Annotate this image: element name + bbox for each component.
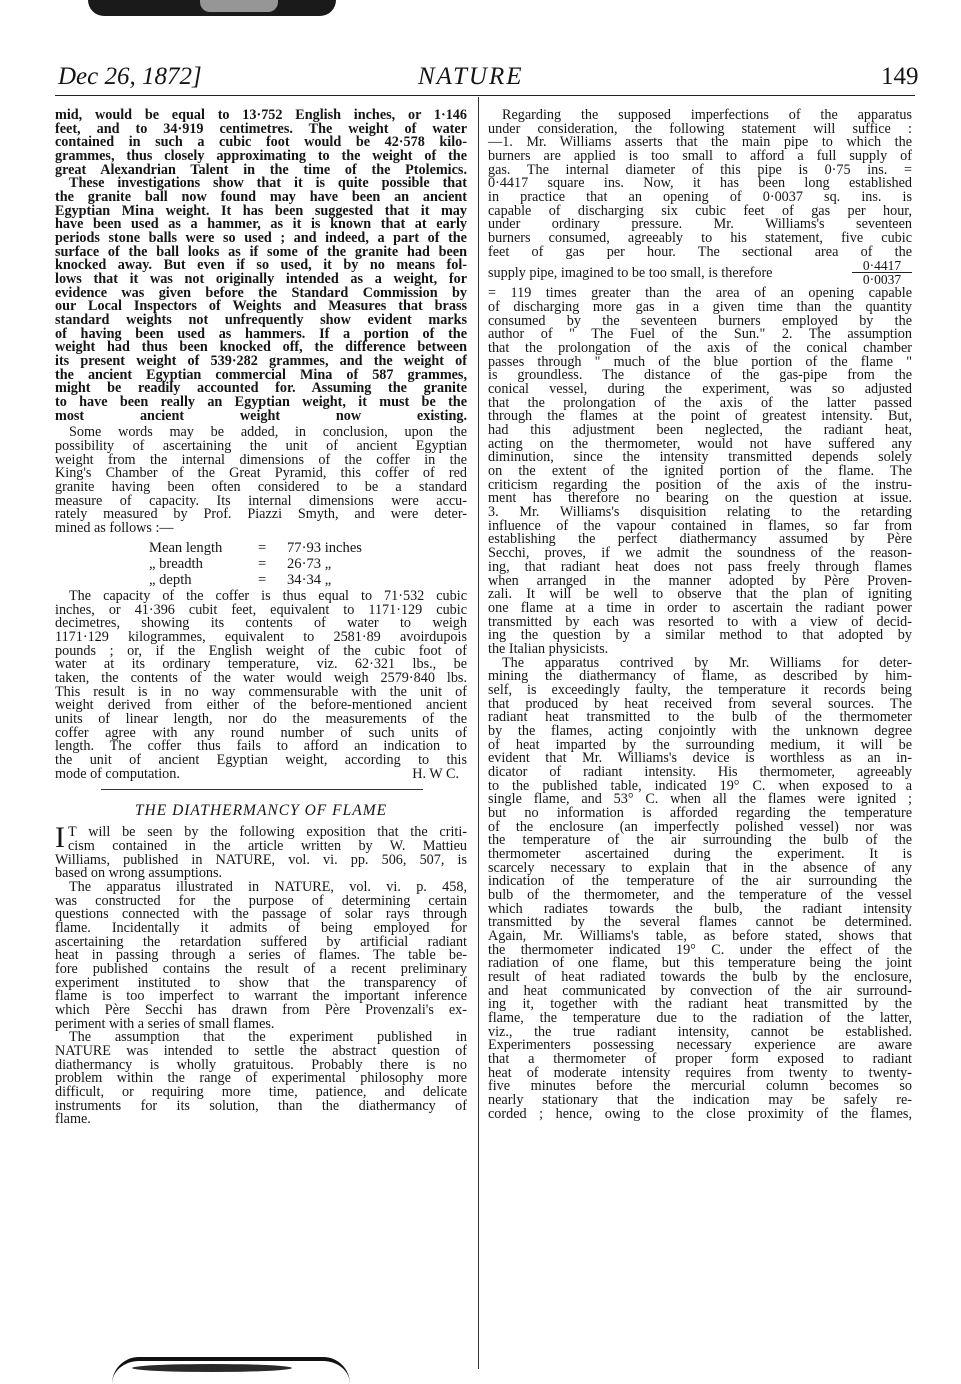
text-line: scarcely necessary to explain that in the absence of any bbox=[488, 859, 912, 876]
paragraph-coffer-capacity bbox=[55, 587, 467, 768]
drop-cap: I bbox=[55, 821, 65, 855]
text-line: taken, the contents of the water would weigh 2579·840 lbs. bbox=[55, 669, 467, 686]
text-line: weight from the internal dimensions of the coffer in the bbox=[55, 451, 467, 468]
text-line: flame is too imperfect to warrant the important inference bbox=[55, 988, 467, 1005]
supply-pipe-fraction-line bbox=[488, 259, 912, 287]
text-line: corded ; hence, owing to the close proximity of the flames, bbox=[488, 1105, 912, 1122]
column-divider bbox=[478, 97, 479, 1369]
text-line: its present weight of 539·282 grammes, and the weight of bbox=[55, 353, 467, 370]
text-line: Again, Mr. Williams's table, as before stated, shows that bbox=[488, 927, 912, 944]
text-line: weight derived from either of the before-mentioned ancient bbox=[55, 697, 467, 714]
equals-sign: = bbox=[258, 555, 267, 572]
section-title: THE DIATHERMANCY OF FLAME bbox=[134, 802, 388, 820]
text-line: on the extent of the ignited portion of the flame. The bbox=[488, 463, 912, 480]
section-rule bbox=[101, 789, 423, 790]
text-line: mid, would be equal to 13·752 English inches, or 1·146 bbox=[55, 107, 467, 123]
measurement-row bbox=[55, 572, 467, 588]
text-line: water at its ordinary temperature, viz. 62·321 lbs., be bbox=[55, 656, 467, 673]
text-line: flame, the temperature due to the radiation of the latter, bbox=[488, 1010, 912, 1026]
text-line: grammes, thus closely approximating to the weight of the bbox=[55, 148, 467, 165]
measurement-value: 26·73 „ bbox=[287, 555, 332, 572]
text-line: which radiates towards the bulb, the radiant intensity bbox=[488, 900, 912, 917]
text-line: by the flames, acting conjointly with the unknown degree bbox=[488, 722, 912, 739]
text-line: experiment instituted to show that the transparency of bbox=[55, 974, 467, 991]
text-line: Williams, published in NATURE, vol. vi. pp. 506, 507, is bbox=[55, 851, 467, 868]
text-line: our Local Inspectors of Weights and Measures that brass bbox=[55, 298, 467, 315]
text-line: heat of moderate intensity requires from twenty to twenty- bbox=[488, 1064, 912, 1081]
text-line: zali. It will be well to observe that the plan of igniting bbox=[488, 586, 912, 603]
text-line: Some words may be added, in conclusion, upon the bbox=[69, 424, 467, 441]
paragraph-coffer-intro bbox=[55, 426, 467, 535]
text-line: —1. Mr. Williams asserts that the main pipe to which the bbox=[488, 134, 912, 151]
equals-sign: = bbox=[258, 539, 267, 556]
paragraph-cubic-foot bbox=[55, 109, 467, 177]
text-line: and heat communicated by convection of the air surround- bbox=[488, 982, 912, 999]
dropcap-lines bbox=[55, 821, 467, 855]
text-line: gas. The internal diameter of this pipe is 0·75 ins. = bbox=[488, 161, 912, 178]
right-column bbox=[488, 109, 912, 1121]
text-line: is groundless. The distance of the gas-pipe from the bbox=[488, 367, 912, 384]
paragraph-exposition-rest bbox=[55, 851, 467, 882]
text-line: heat in passing through a series of flames. The table be- bbox=[55, 947, 467, 964]
text-line: questions connected with the passage of solar rays through bbox=[55, 906, 467, 923]
text-line: might be readily accounted for. Assuming the granite bbox=[55, 380, 467, 397]
text-line: burners are applied is too small to afford a full supply of bbox=[488, 148, 912, 165]
text-line: ascertaining the retardation suffered by artificial radiant bbox=[55, 933, 467, 950]
paragraph-williams-apparatus bbox=[488, 654, 912, 1122]
text-line: ing it, together with the radiant heat transmitted by the bbox=[488, 996, 912, 1013]
text-line: possibility of ascertaining the unit of ancient Egyptian bbox=[55, 438, 467, 455]
measurement-row bbox=[55, 540, 467, 556]
text-line: transmitted by each was resorted to with a view of decid- bbox=[488, 613, 912, 630]
text-line: problem within the range of experimental philosophy more bbox=[55, 1070, 467, 1087]
text-line: The apparatus illustrated in NATURE, vol. vi. p. 458, bbox=[69, 878, 467, 895]
measurement-label: „ depth bbox=[149, 571, 192, 588]
text-line: standard weights not unfrequently show evident marks bbox=[55, 312, 467, 329]
author-signature: H. W C. bbox=[412, 765, 459, 782]
text-line: ing, that radiant heat does not pass freely through flames bbox=[488, 558, 912, 575]
text-line: transmitted by the several flames cannot be determined. bbox=[488, 914, 912, 931]
text-line: Secchi, proves, if we admit the soundness of the reason- bbox=[488, 545, 912, 562]
text-line: weight had thus been knocked off, the difference between bbox=[55, 339, 467, 356]
text-line: ing the question by a similar method to that adopted by bbox=[488, 627, 912, 644]
paragraph-assumption bbox=[55, 1031, 467, 1127]
text-line: The assumption that the experiment published in bbox=[69, 1029, 467, 1046]
text-line: that the prolongation of the axis of the conical chamber bbox=[488, 340, 912, 357]
text-line: 1171·129 kilogrammes, equivalent to 2581·89 avoirdupois bbox=[55, 628, 467, 645]
text-line: five minutes before the mercurial column becomes so bbox=[488, 1078, 912, 1095]
text-line: This result is in no way commensurable with the unit of bbox=[55, 683, 467, 700]
text-line: influence of the vapour contained in flames, so far from bbox=[488, 517, 912, 534]
text-line: feet of gas per hour. The sectional area of the bbox=[488, 243, 912, 260]
text-line: the granite ball now found may have been an ancient bbox=[55, 189, 467, 206]
text-line: Regarding the supposed imperfections of the apparatus bbox=[502, 107, 912, 123]
text-line: which Père Secchi has drawn from Père Provenzali's ex- bbox=[55, 1001, 467, 1018]
journal-title: NATURE bbox=[418, 63, 524, 90]
text-line: passes through " much of the blue portion of the flame " bbox=[488, 353, 912, 370]
text-line: based on wrong assumptions. bbox=[55, 865, 223, 882]
text-line: author of " The Fuel of the Sun." 2. The assumption bbox=[488, 326, 912, 343]
text-line: evidence was given before the Standard Commission by bbox=[55, 284, 467, 301]
text-line: result of heat radiated towards the bulb by the enclosure, bbox=[488, 968, 912, 985]
text-line: through the flames at the point of greatest intensity. But, bbox=[488, 408, 912, 425]
text-line: The apparatus contrived by Mr. Williams for deter- bbox=[502, 654, 912, 671]
text-line: burners consumed, agreeably to his statement, five cubic bbox=[488, 230, 912, 247]
paragraph-imperfections-cont bbox=[488, 287, 912, 656]
text-line: under consideration, the following statement will suffice : bbox=[488, 120, 912, 137]
text-line: great Alexandrian Talent in the time of the Ptolemics. bbox=[55, 161, 467, 178]
text-line: that the prolongation of the axis of the latter passed bbox=[488, 394, 912, 411]
page-number: 149 bbox=[881, 63, 919, 90]
text-line: under ordinary pressure. Mr. Williams's seventeen bbox=[488, 216, 912, 233]
paragraph-exposition bbox=[55, 821, 467, 855]
text-line: of having been used as hammers. If a portion of the bbox=[55, 325, 467, 342]
text-line: King's Chamber of the Great Pyramid, this coffer of red bbox=[55, 465, 467, 482]
text-line: indication of the temperature of the air surrounding the bbox=[488, 873, 912, 890]
text-line: flame. bbox=[55, 1111, 91, 1128]
text-line: pounds ; or, if the English weight of the cubic foot of bbox=[55, 642, 467, 659]
text-line: inches, or 41·396 cubit feet, equivalent to 1171·129 cubic bbox=[55, 601, 467, 618]
text-line: lows that it was not originally intended as a weight, for bbox=[55, 271, 467, 288]
text-line: the temperature of the air surrounding the bulb of the bbox=[488, 832, 912, 849]
text-line: in practice that an opening of 0·0037 sq. ins. is bbox=[488, 189, 912, 206]
paragraph-imperfections bbox=[488, 109, 912, 259]
text-line: Egyptian Mina weight. It has been suggested that it may bbox=[55, 202, 467, 219]
text-line: criticism regarding the position of the axis of the instru- bbox=[488, 476, 912, 493]
text-line: These investigations show that it is quite possible that bbox=[69, 175, 467, 192]
fraction-numerator: 0·4417 bbox=[852, 259, 912, 273]
text-line: contained in such a cubic foot would be 42·578 kilo- bbox=[55, 134, 467, 151]
text-line: dicator of radiant intensity. His thermometer, agreeably bbox=[488, 763, 912, 780]
text-line: the unit of ancient Egyptian weight, according to this bbox=[55, 751, 467, 768]
text-line: of the enclosure (an imperfectly polished vessel) nor was bbox=[488, 818, 912, 835]
fraction-denominator: 0·0037 bbox=[862, 272, 902, 288]
area-ratio-fraction bbox=[852, 259, 912, 287]
text-line: self, is exceedingly faulty, the temperature it records being bbox=[488, 681, 912, 698]
text-line: diminution, since the intensity transmitted depends solely bbox=[488, 449, 912, 466]
text-line: of heat imparted by the surrounding medium, it will be bbox=[488, 736, 912, 753]
text-line: thermometer ascertained during the experiment. It is bbox=[488, 845, 912, 862]
text-line: mined as follows :— bbox=[55, 520, 174, 537]
text-line: granite having been often considered to be a standard bbox=[55, 479, 467, 496]
text-line: that a thermometer of proper form exposed to radiant bbox=[488, 1051, 912, 1068]
text-line: viz., the true radiant intensity, cannot be established. bbox=[488, 1023, 912, 1040]
text-line: capable of discharging six cubic feet of gas per hour, bbox=[488, 202, 912, 219]
text-line: when arranged in the manner adopted by Père Proven- bbox=[488, 572, 912, 589]
text-line: diathermancy is wholly gratuitous. Probably there is no bbox=[55, 1056, 467, 1073]
last-line-text: mode of computation. bbox=[55, 765, 180, 782]
text-line: mining the diathermancy of flame, as described by him- bbox=[488, 668, 912, 685]
text-line: acting on the thermometer, would not have suffered any bbox=[488, 435, 912, 452]
scan-artifact-top bbox=[88, 0, 336, 16]
text-line: of discharging more gas in a given time than the quantity bbox=[488, 299, 912, 316]
text-line: knocked away. But even if so used, it by no means fol- bbox=[55, 257, 467, 274]
text-line: instruments for its solution, than the diathermancy of bbox=[55, 1097, 467, 1114]
text-line: most ancient weight now existing. bbox=[55, 407, 467, 424]
text-line: periment with a series of small flames. bbox=[55, 1015, 275, 1032]
text-line: feet, and to 34·919 centimetres. The weight of water bbox=[55, 120, 467, 137]
text-line: fore published contains the result of a recent preliminary bbox=[55, 960, 467, 977]
text-line: The capacity of the coffer is thus equal to 71·532 cubic bbox=[69, 587, 467, 604]
text-line: but no information is afforded regarding the temperature bbox=[488, 804, 912, 821]
measurements-list bbox=[55, 540, 467, 588]
measurement-label: „ breadth bbox=[149, 555, 203, 572]
text-line: 0·4417 square ins. Now, it has been long established bbox=[488, 175, 912, 192]
text-line: 3. Mr. Williams's disquisition relating to the retarding bbox=[488, 504, 912, 521]
text-line: bulb of the thermometer, and the temperature of the vessel bbox=[488, 886, 912, 903]
paragraph-apparatus bbox=[55, 878, 467, 1032]
paragraph-coffer-capacity-last bbox=[55, 765, 467, 782]
text-line: ment has therefore no bearing on the question at issue. bbox=[488, 490, 912, 507]
left-column bbox=[55, 109, 467, 1127]
text-line: T will be seen by the following exposition that the criti- bbox=[68, 824, 467, 841]
text-line: radiation of one flame, but this temperature being the joint bbox=[488, 955, 912, 972]
measurement-value: 77·93 inches bbox=[287, 539, 362, 556]
text-line: NATURE was intended to settle the abstract question of bbox=[55, 1042, 467, 1059]
text-line: that produced by heat received from several sources. The bbox=[488, 695, 912, 712]
text-line: measure of capacity. Its internal dimensions were accu- bbox=[55, 492, 467, 509]
text-line: the ancient Egyptian commercial Mina of 587 grammes, bbox=[55, 366, 467, 383]
text-line: cism contained in the article written by W. Mattieu bbox=[68, 837, 467, 854]
measurement-value: 34·34 „ bbox=[287, 571, 332, 588]
text-line: coffer agree with any round number of such units of bbox=[55, 724, 467, 741]
fraction-lead-text: supply pipe, imagined to be too small, is therefore bbox=[488, 265, 773, 282]
measurement-row bbox=[55, 556, 467, 572]
text-line: one flame at a time in order to ascertain the radiant power bbox=[488, 599, 912, 616]
text-line: the thermometer indicated 19° C. under the effect of the bbox=[488, 941, 912, 958]
paragraph-granite-ball bbox=[55, 177, 467, 423]
text-line: single flame, and 53° C. when all the flames were ignited ; bbox=[488, 791, 912, 808]
text-line: rately measured by Prof. Piazzi Smyth, and were deter- bbox=[55, 506, 467, 523]
text-line: length. The coffer thus fails to afford an indication to bbox=[55, 738, 467, 755]
text-line: = 119 times greater than the area of an opening capable bbox=[488, 285, 912, 302]
text-line: nearly stationary that the indication may be safely re- bbox=[488, 1092, 912, 1109]
text-line: had this adjustment been neglected, the radiant heat, bbox=[488, 422, 912, 439]
text-line: flame. Incidentally it admits of being employed for bbox=[55, 919, 467, 936]
measurement-label: Mean length bbox=[149, 539, 223, 556]
text-line: to have been really an Egyptian weight, it must be the bbox=[55, 394, 467, 411]
text-line: periods stone balls were so used ; and indeed, a part of the bbox=[55, 230, 467, 247]
text-line: conical vessel, during the experiment, was so adjusted bbox=[488, 381, 912, 398]
issue-date: Dec 26, 1872] bbox=[58, 63, 202, 90]
text-line: Experimenters possessing necessary experience are aware bbox=[488, 1037, 912, 1054]
text-line: evident that Mr. Williams's device is worthless as an in- bbox=[488, 750, 912, 767]
text-line: consumed by the seventeen burners employed by the bbox=[488, 312, 912, 329]
text-line: have been used as a hammer, as it is known that at early bbox=[55, 216, 467, 233]
header-rule bbox=[55, 95, 915, 96]
text-line: surface of the ball looks as if some of the granite had been bbox=[55, 243, 467, 260]
text-line: difficult, or requiring more time, patience, and delicate bbox=[55, 1084, 467, 1100]
text-line: units of linear length, nor do the measurements of the bbox=[55, 710, 467, 727]
text-line: to the published table, indicated 19° C. when exposed to a bbox=[488, 777, 912, 794]
text-line: was constructed for the purpose of determining certain bbox=[55, 892, 467, 909]
equals-sign: = bbox=[258, 571, 267, 588]
text-line: decimetres, showing its contents of water to weigh bbox=[55, 615, 467, 632]
text-line: the Italian physicists. bbox=[488, 640, 609, 657]
text-line: establishing the perfect diathermancy assumed by Père bbox=[488, 531, 912, 548]
text-line: radiant heat transmitted to the bulb of the thermometer bbox=[488, 709, 912, 726]
